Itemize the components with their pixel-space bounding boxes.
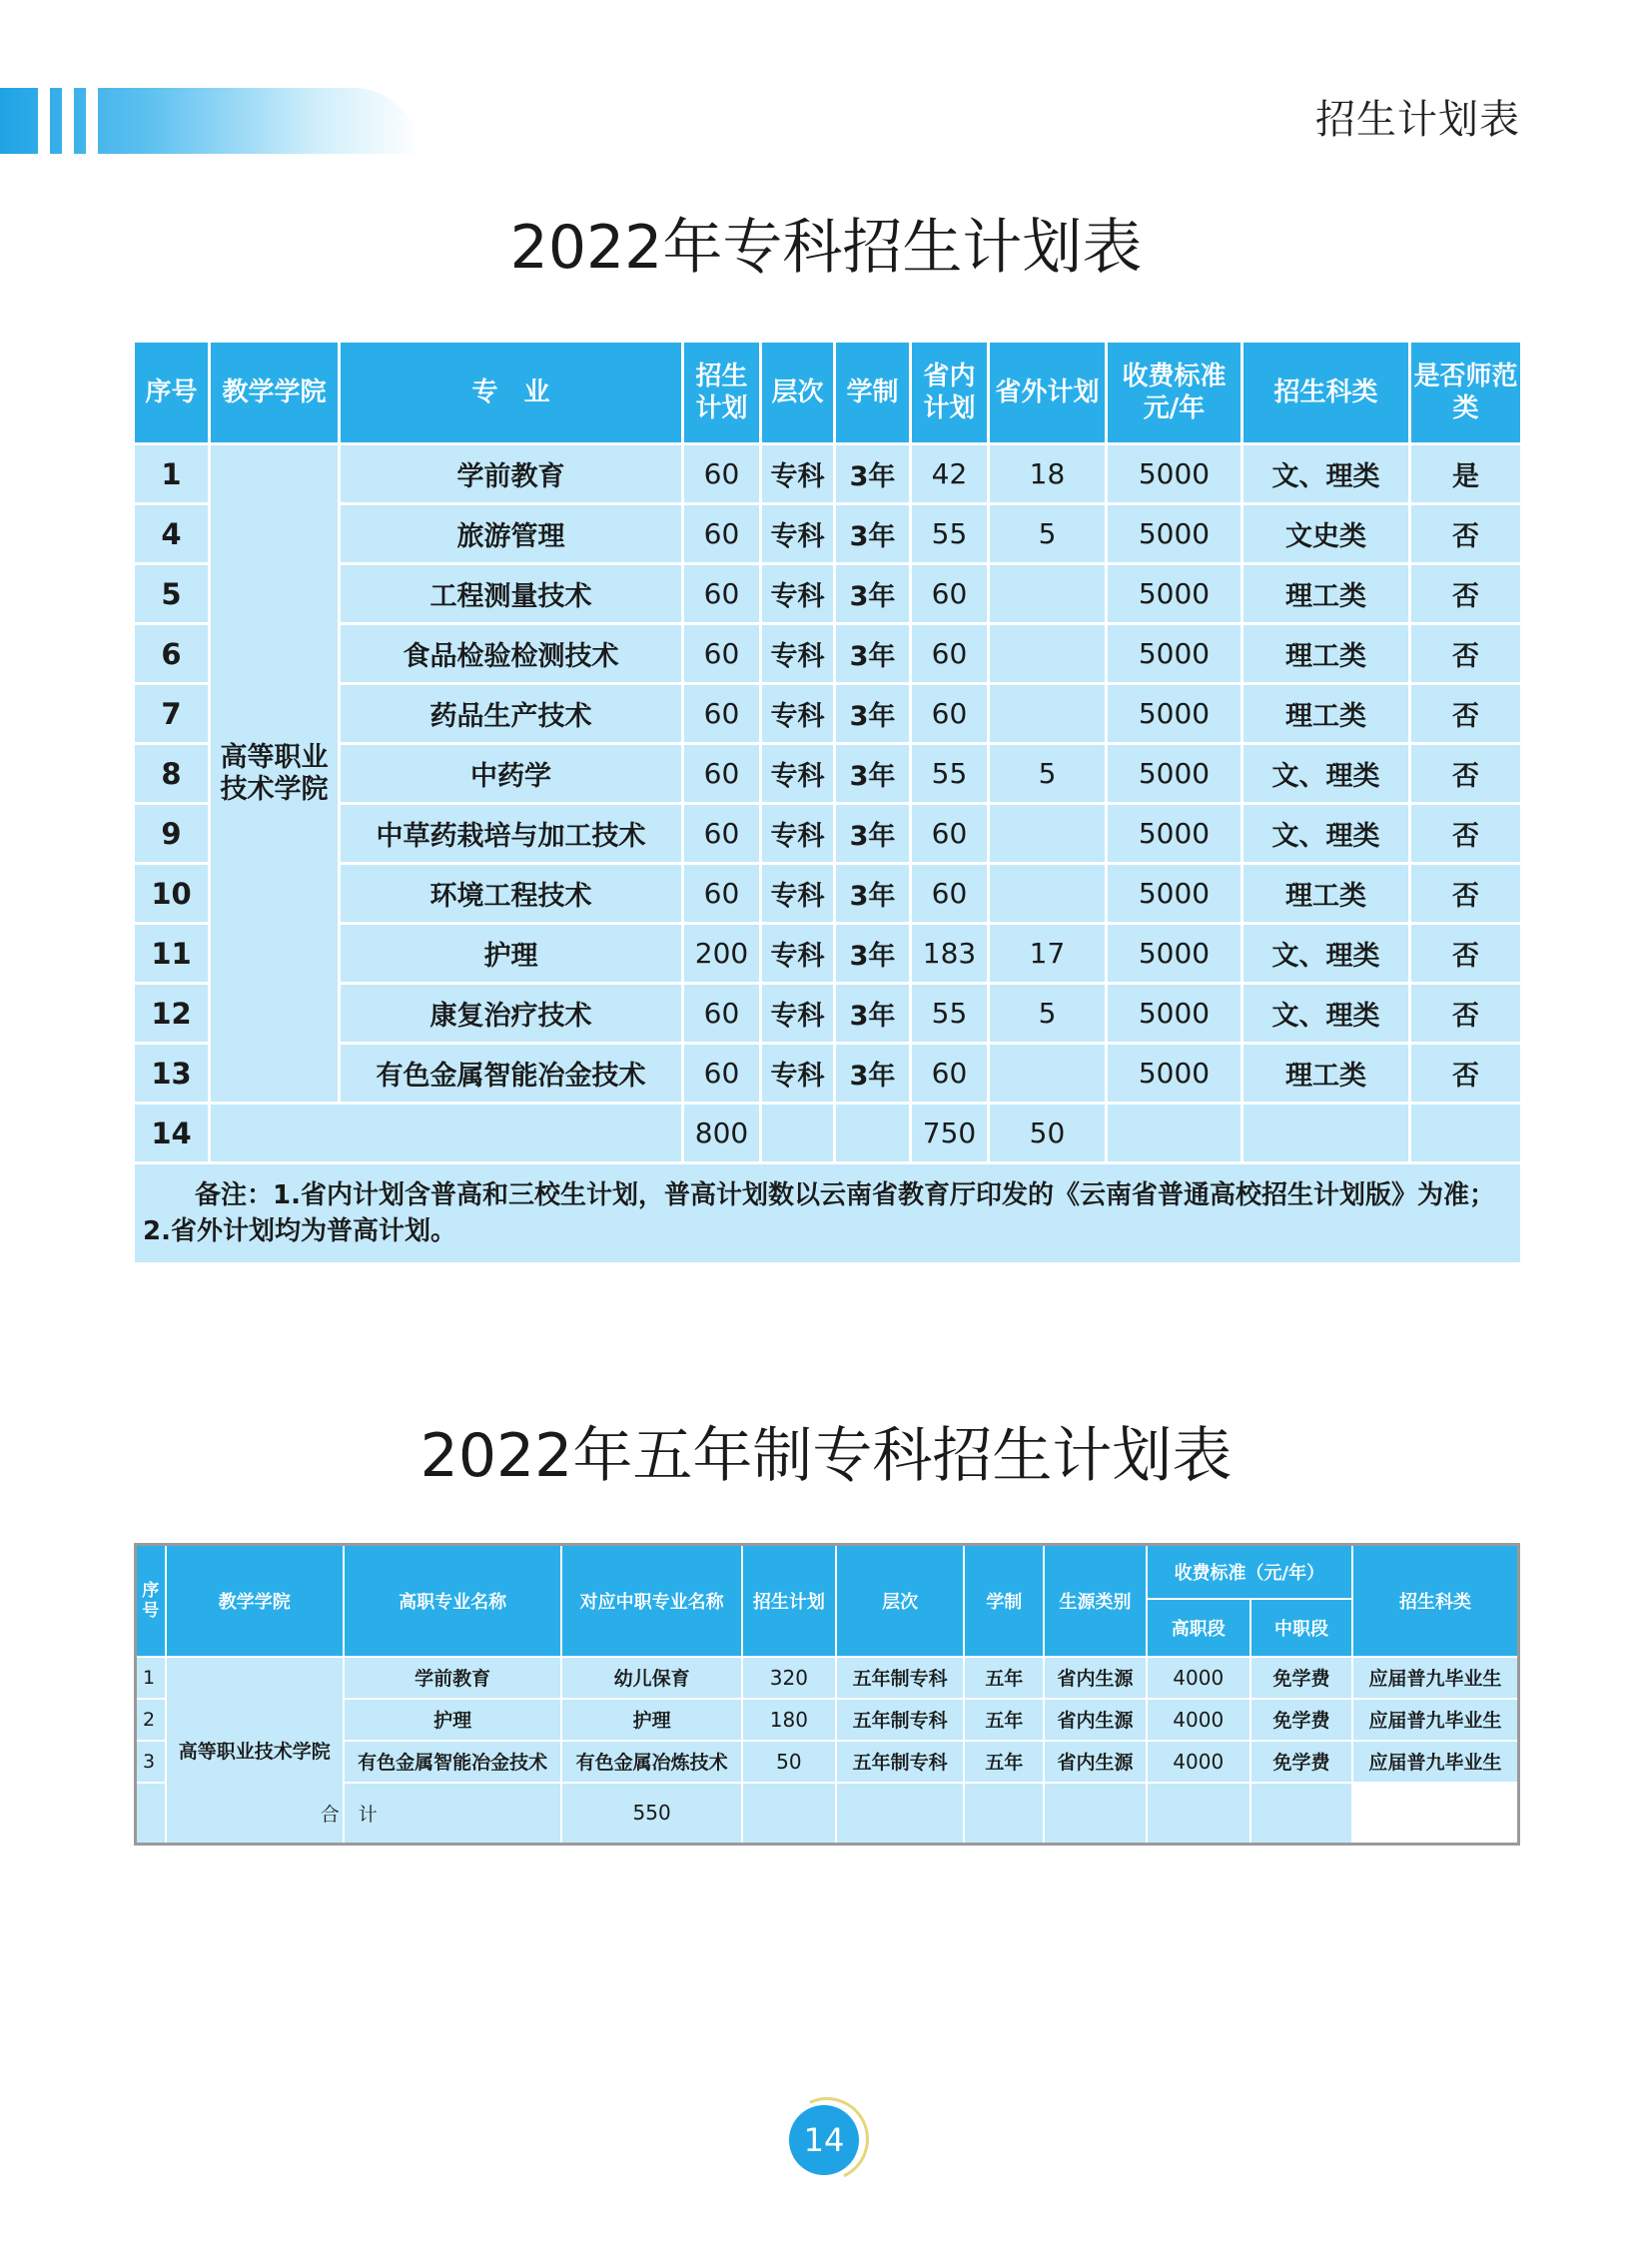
category-cell: 文、理类 — [1242, 744, 1410, 804]
total-row — [134, 1104, 1522, 1163]
normal-cell: 否 — [1410, 564, 1522, 624]
category-cell: 应届普九毕业生 — [1352, 1699, 1518, 1741]
sn-cell: 6 — [134, 624, 210, 684]
category-cell: 理工类 — [1242, 684, 1410, 744]
sn-cell: 1 — [136, 1657, 166, 1699]
normal-cell: 是 — [1410, 444, 1522, 504]
total-blank-cell — [1410, 1104, 1522, 1163]
total-blank-cell — [742, 1783, 836, 1845]
total-blank-cell — [1250, 1783, 1352, 1845]
major-cell: 中药学 — [340, 744, 683, 804]
plan-cell: 60 — [683, 624, 761, 684]
header-years: 学制 — [835, 342, 911, 444]
sn-cell: 9 — [134, 804, 210, 864]
header-level: 层次 — [761, 342, 835, 444]
total-blank-cell — [210, 1104, 683, 1163]
normal-cell: 否 — [1410, 624, 1522, 684]
outprov-cell: 5 — [989, 744, 1107, 804]
header-major: 高职专业名称 — [344, 1545, 561, 1657]
normal-cell: 否 — [1410, 504, 1522, 564]
inprov-cell: 60 — [911, 864, 989, 924]
header-fee: 收费标准（元/年） — [1147, 1545, 1352, 1599]
level-cell: 专科 — [761, 504, 835, 564]
fee-cell: 5000 — [1107, 444, 1242, 504]
header-sn: 序号 — [136, 1545, 166, 1657]
inprov-cell: 60 — [911, 684, 989, 744]
header-normal: 是否师范类 — [1410, 342, 1522, 444]
level-cell: 专科 — [761, 864, 835, 924]
plan-cell: 60 — [683, 864, 761, 924]
secondary-major-cell: 幼儿保育 — [561, 1657, 741, 1699]
secondary-major-cell: 有色金属冶炼技术 — [561, 1741, 741, 1783]
normal-cell: 否 — [1410, 1044, 1522, 1104]
header-title: 招生计划表 — [1315, 97, 1520, 143]
total-blank-cell — [1147, 1783, 1250, 1845]
level-cell: 专科 — [761, 984, 835, 1044]
outprov-cell — [989, 864, 1107, 924]
years-cell: 3年 — [835, 624, 911, 684]
level-cell: 专科 — [761, 684, 835, 744]
major-cell: 有色金属智能冶金技术 — [344, 1741, 561, 1783]
outprov-cell: 17 — [989, 924, 1107, 984]
secondary-major-cell: 护理 — [561, 1699, 741, 1741]
table-row — [134, 924, 1522, 984]
years-cell: 3年 — [835, 744, 911, 804]
five-year-table — [134, 1543, 1520, 1846]
table-row — [134, 564, 1522, 624]
sn-cell: 3 — [136, 1741, 166, 1783]
source-cell: 省内生源 — [1044, 1741, 1146, 1783]
years-cell: 3年 — [835, 924, 911, 984]
level-cell: 专科 — [761, 924, 835, 984]
inprov-cell: 55 — [911, 504, 989, 564]
header-fee-high: 高职段 — [1147, 1599, 1250, 1657]
fee-cell: 5000 — [1107, 984, 1242, 1044]
table-row — [136, 1657, 1519, 1699]
table-row — [134, 744, 1522, 804]
note-text: 备注：1.省内计划含普高和三校生计划，普高计划数以云南省教育厅印发的《云南省普通高校招生计划版》为准；2.省外计划均为普高计划。 — [134, 1163, 1522, 1264]
level-cell: 专科 — [761, 1044, 835, 1104]
fee-cell: 5000 — [1107, 624, 1242, 684]
total-label: 合 计 — [136, 1783, 562, 1845]
header-fee: 收费标准元/年 — [1107, 342, 1242, 444]
plan-cell: 60 — [683, 744, 761, 804]
table-row — [134, 1044, 1522, 1104]
sn-cell: 12 — [134, 984, 210, 1044]
source-cell: 省内生源 — [1044, 1699, 1146, 1741]
years-cell: 3年 — [835, 1044, 911, 1104]
table-row — [136, 1741, 1519, 1783]
years-cell: 3年 — [835, 684, 911, 744]
fee-cell: 5000 — [1107, 924, 1242, 984]
table-row — [134, 864, 1522, 924]
normal-cell: 否 — [1410, 864, 1522, 924]
plan-cell: 180 — [742, 1699, 836, 1741]
total-outprov-cell: 50 — [989, 1104, 1107, 1163]
major-cell: 食品检验检测技术 — [340, 624, 683, 684]
sn-cell: 13 — [134, 1044, 210, 1104]
fee-cell: 5000 — [1107, 504, 1242, 564]
total-blank-cell — [835, 1104, 911, 1163]
outprov-cell — [989, 684, 1107, 744]
college-cell: 高等职业技术学院 — [166, 1657, 344, 1845]
inprov-cell: 42 — [911, 444, 989, 504]
total-blank-cell — [964, 1783, 1044, 1845]
years-cell: 五年 — [964, 1657, 1044, 1699]
header-plan: 招生计划 — [683, 342, 761, 444]
fee-cell: 5000 — [1107, 864, 1242, 924]
plan-cell: 200 — [683, 924, 761, 984]
level-cell: 专科 — [761, 444, 835, 504]
table-row — [134, 444, 1522, 504]
table-row — [134, 504, 1522, 564]
header-college: 教学学院 — [166, 1545, 344, 1657]
total-blank-cell — [836, 1783, 964, 1845]
normal-cell: 否 — [1410, 684, 1522, 744]
fee-cell: 5000 — [1107, 684, 1242, 744]
plan-cell: 60 — [683, 444, 761, 504]
category-cell: 理工类 — [1242, 564, 1410, 624]
total-blank-cell — [1044, 1783, 1146, 1845]
page-number: 14 — [789, 2105, 859, 2175]
category-cell: 文、理类 — [1242, 924, 1410, 984]
outprov-cell: 5 — [989, 504, 1107, 564]
years-cell: 五年 — [964, 1699, 1044, 1741]
outprov-cell — [989, 624, 1107, 684]
years-cell: 3年 — [835, 864, 911, 924]
total-inprov-cell: 750 — [911, 1104, 989, 1163]
inprov-cell: 60 — [911, 1044, 989, 1104]
normal-cell: 否 — [1410, 744, 1522, 804]
source-cell: 省内生源 — [1044, 1657, 1146, 1699]
outprov-cell: 18 — [989, 444, 1107, 504]
table2-title: 2022年五年制专科招生计划表 — [419, 1421, 1233, 1491]
header-sn: 序号 — [134, 342, 210, 444]
level-cell: 专科 — [761, 744, 835, 804]
header-category: 招生科类 — [1242, 342, 1410, 444]
category-cell: 应届普九毕业生 — [1352, 1741, 1518, 1783]
plan-cell: 60 — [683, 504, 761, 564]
level-cell: 专科 — [761, 564, 835, 624]
major-cell: 工程测量技术 — [340, 564, 683, 624]
level-cell: 专科 — [761, 624, 835, 684]
category-cell: 文、理类 — [1242, 444, 1410, 504]
header-band — [0, 88, 419, 154]
category-cell: 应届普九毕业生 — [1352, 1657, 1518, 1699]
outprov-cell — [989, 804, 1107, 864]
header-major: 专 业 — [340, 342, 683, 444]
sn-cell: 7 — [134, 684, 210, 744]
fee-mid-cell: 免学费 — [1250, 1699, 1352, 1741]
outprov-cell — [989, 1044, 1107, 1104]
major-cell: 康复治疗技术 — [340, 984, 683, 1044]
header-years: 学制 — [964, 1545, 1044, 1657]
fee-cell: 5000 — [1107, 1044, 1242, 1104]
plan-cell: 60 — [683, 564, 761, 624]
enrollment-table — [132, 340, 1523, 1265]
header-outprov: 省外计划 — [989, 342, 1107, 444]
header-category: 招生科类 — [1352, 1545, 1518, 1657]
major-cell: 旅游管理 — [340, 504, 683, 564]
plan-cell: 50 — [742, 1741, 836, 1783]
inprov-cell: 60 — [911, 624, 989, 684]
total-blank-cell — [1107, 1104, 1242, 1163]
total-blank-cell — [1242, 1104, 1410, 1163]
plan-cell: 60 — [683, 684, 761, 744]
table-row — [134, 624, 1522, 684]
table1-title: 2022年专科招生计划表 — [509, 213, 1143, 283]
normal-cell: 否 — [1410, 984, 1522, 1044]
table-row — [134, 804, 1522, 864]
table-row — [136, 1699, 1519, 1741]
major-cell: 护理 — [344, 1699, 561, 1741]
category-cell: 理工类 — [1242, 864, 1410, 924]
sn-cell: 8 — [134, 744, 210, 804]
major-cell: 有色金属智能冶金技术 — [340, 1044, 683, 1104]
years-cell: 五年 — [964, 1741, 1044, 1783]
plan-cell: 60 — [683, 1044, 761, 1104]
sn-cell: 10 — [134, 864, 210, 924]
sn-cell: 2 — [136, 1699, 166, 1741]
fee-mid-cell: 免学费 — [1250, 1657, 1352, 1699]
outprov-cell: 5 — [989, 984, 1107, 1044]
level-cell: 五年制专科 — [836, 1699, 964, 1741]
outprov-cell — [989, 564, 1107, 624]
total-row — [136, 1783, 1519, 1845]
major-cell: 学前教育 — [344, 1657, 561, 1699]
header-inprov: 省内计划 — [911, 342, 989, 444]
inprov-cell: 60 — [911, 804, 989, 864]
major-cell: 中草药栽培与加工技术 — [340, 804, 683, 864]
header-college: 教学学院 — [210, 342, 340, 444]
total-plan-cell: 550 — [561, 1783, 741, 1845]
level-cell: 五年制专科 — [836, 1741, 964, 1783]
major-cell: 学前教育 — [340, 444, 683, 504]
category-cell: 文、理类 — [1242, 984, 1410, 1044]
table-header-row — [134, 342, 1522, 444]
fee-high-cell: 4000 — [1147, 1741, 1250, 1783]
level-cell: 五年制专科 — [836, 1657, 964, 1699]
years-cell: 3年 — [835, 504, 911, 564]
header-secondary: 对应中职专业名称 — [561, 1545, 741, 1657]
plan-cell: 60 — [683, 804, 761, 864]
category-cell: 文史类 — [1242, 504, 1410, 564]
fee-high-cell: 4000 — [1147, 1657, 1250, 1699]
category-cell: 理工类 — [1242, 1044, 1410, 1104]
category-cell: 文、理类 — [1242, 804, 1410, 864]
fee-mid-cell: 免学费 — [1250, 1741, 1352, 1783]
plan-cell: 320 — [742, 1657, 836, 1699]
level-cell: 专科 — [761, 804, 835, 864]
header-fee-mid: 中职段 — [1250, 1599, 1352, 1657]
header-source: 生源类别 — [1044, 1545, 1146, 1657]
sn-cell: 11 — [134, 924, 210, 984]
college-cell: 高等职业技术学院 — [210, 444, 340, 1104]
years-cell: 3年 — [835, 444, 911, 504]
total-plan-cell: 800 — [683, 1104, 761, 1163]
sn-cell: 5 — [134, 564, 210, 624]
major-cell: 药品生产技术 — [340, 684, 683, 744]
table-row — [134, 684, 1522, 744]
plan-cell: 60 — [683, 984, 761, 1044]
total-blank-cell — [761, 1104, 835, 1163]
fee-cell: 5000 — [1107, 804, 1242, 864]
normal-cell: 否 — [1410, 924, 1522, 984]
years-cell: 3年 — [835, 564, 911, 624]
fee-cell: 5000 — [1107, 744, 1242, 804]
header-plan: 招生计划 — [742, 1545, 836, 1657]
fee-high-cell: 4000 — [1147, 1699, 1250, 1741]
fee-cell: 5000 — [1107, 564, 1242, 624]
normal-cell: 否 — [1410, 804, 1522, 864]
years-cell: 3年 — [835, 804, 911, 864]
sn-cell: 4 — [134, 504, 210, 564]
sn-cell: 1 — [134, 444, 210, 504]
major-cell: 环境工程技术 — [340, 864, 683, 924]
total-sn-cell: 14 — [134, 1104, 210, 1163]
header-level: 层次 — [836, 1545, 964, 1657]
inprov-cell: 55 — [911, 744, 989, 804]
inprov-cell: 60 — [911, 564, 989, 624]
category-cell: 理工类 — [1242, 624, 1410, 684]
inprov-cell: 55 — [911, 984, 989, 1044]
major-cell: 护理 — [340, 924, 683, 984]
years-cell: 3年 — [835, 984, 911, 1044]
table-row — [134, 984, 1522, 1044]
inprov-cell: 183 — [911, 924, 989, 984]
